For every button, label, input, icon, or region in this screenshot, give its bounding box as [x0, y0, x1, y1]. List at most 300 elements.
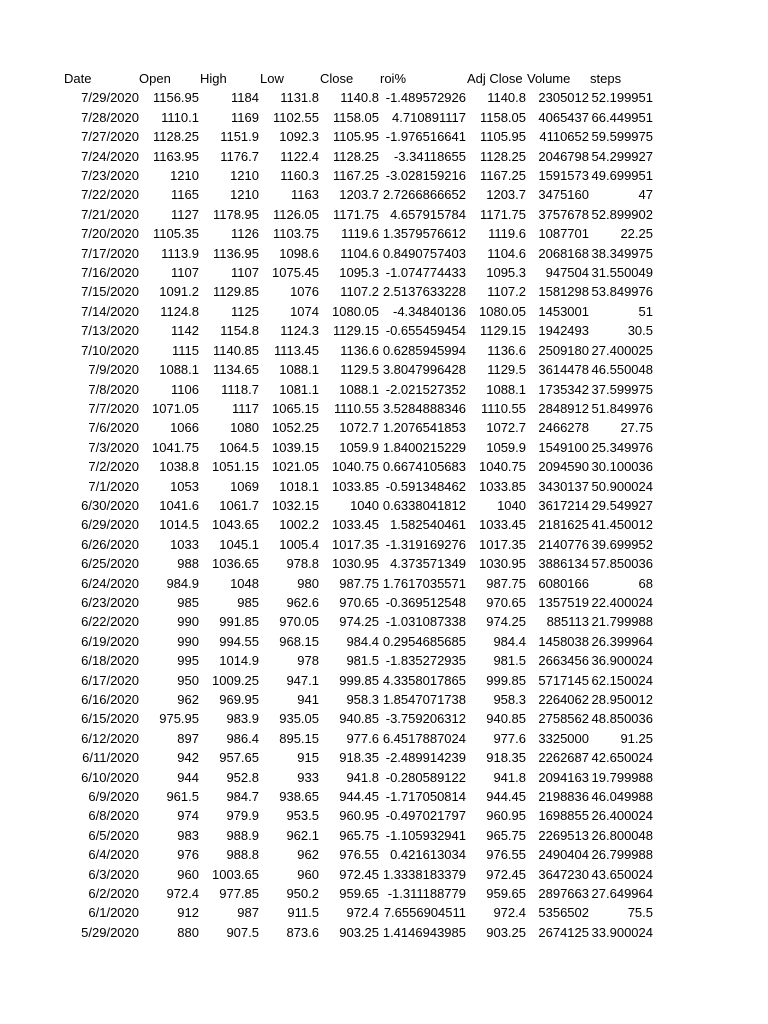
cell-high[interactable]: 969.95 — [219, 692, 259, 707]
cell-open[interactable]: 976 — [177, 847, 199, 863]
cell-date[interactable]: 6/10/2020 — [81, 769, 139, 785]
cell-adj-close[interactable]: 958.3 — [493, 692, 526, 707]
cell-adj-close[interactable]: 1167.25 — [479, 168, 526, 184]
cell-steps[interactable]: 43.650024 — [591, 866, 653, 882]
cell-high[interactable]: 1129.85 — [212, 284, 259, 300]
cell-date[interactable]: 7/10/2020 — [81, 342, 139, 358]
cell-roi[interactable]: -1.835272935 — [385, 653, 466, 669]
cell-date[interactable]: 6/5/2020 — [88, 827, 139, 843]
cell-volume[interactable]: 3325000 — [538, 730, 589, 746]
cell-open[interactable]: 1038.8 — [159, 459, 199, 475]
cell-date[interactable]: 6/1/2020 — [88, 905, 139, 921]
cell-roi[interactable]: -1.031087338 — [385, 614, 466, 630]
cell-open[interactable]: 1105.35 — [152, 226, 199, 242]
cell-high[interactable]: 1210 — [230, 187, 259, 203]
cell-date[interactable]: 6/24/2020 — [81, 575, 139, 591]
cell-steps[interactable]: 51.849976 — [591, 400, 653, 416]
cell-open[interactable]: 1113.9 — [161, 245, 199, 261]
cell-high[interactable]: 1117 — [232, 400, 259, 416]
cell-steps[interactable]: 39.699952 — [591, 536, 653, 552]
cell-adj-close[interactable]: 972.45 — [486, 866, 526, 882]
cell-roi[interactable]: 1.2076541853 — [382, 420, 466, 436]
cell-low[interactable]: 950.2 — [286, 886, 319, 902]
cell-volume[interactable]: 3430137 — [538, 478, 589, 494]
cell-steps[interactable]: 62.150024 — [591, 672, 653, 688]
cell-close[interactable]: 1129.5 — [340, 362, 379, 378]
cell-open[interactable]: 1142 — [171, 323, 199, 339]
cell-date[interactable]: 6/15/2020 — [81, 711, 139, 727]
cell-volume[interactable]: 5356502 — [538, 905, 589, 921]
cell-roi[interactable]: 4.710891117 — [392, 109, 466, 125]
cell-steps[interactable]: 47 — [638, 187, 653, 203]
cell-low[interactable]: 915 — [297, 750, 319, 766]
cell-volume[interactable]: 4065437 — [538, 109, 589, 125]
cell-low[interactable]: 1075.45 — [272, 265, 319, 281]
cell-steps[interactable]: 30.5 — [627, 323, 653, 339]
cell-date[interactable]: 7/9/2020 — [88, 362, 139, 378]
cell-date[interactable]: 7/29/2020 — [81, 90, 139, 106]
cell-open[interactable]: 988 — [177, 556, 199, 572]
cell-date[interactable]: 6/22/2020 — [81, 614, 139, 630]
cell-close[interactable]: 959.65 — [339, 886, 379, 902]
cell-low[interactable]: 962.6 — [286, 594, 319, 610]
cell-high[interactable]: 1051.15 — [212, 459, 259, 475]
cell-adj-close[interactable]: 1088.1 — [486, 381, 526, 397]
cell-date[interactable]: 7/17/2020 — [81, 245, 139, 261]
cell-low[interactable]: 1088.1 — [279, 362, 319, 378]
cell-steps[interactable]: 21.799988 — [591, 614, 653, 630]
cell-roi[interactable]: 1.3338183379 — [382, 866, 466, 882]
cell-low[interactable]: 978 — [297, 653, 319, 669]
cell-low[interactable]: 895.15 — [279, 730, 319, 746]
cell-low[interactable]: 933 — [297, 769, 319, 785]
cell-close[interactable]: 1140.8 — [340, 90, 379, 106]
cell-close[interactable]: 1107.2 — [340, 284, 379, 300]
cell-low[interactable]: 947.1 — [286, 672, 319, 688]
cell-date[interactable]: 6/26/2020 — [81, 536, 139, 552]
cell-volume[interactable]: 2490404 — [538, 847, 589, 863]
cell-open[interactable]: 1091.2 — [159, 284, 199, 300]
cell-low[interactable]: 1021.05 — [272, 459, 319, 475]
cell-open[interactable]: 880 — [177, 924, 199, 940]
cell-open[interactable]: 1041.75 — [152, 439, 199, 455]
cell-roi[interactable]: 4.3358017865 — [382, 672, 466, 688]
cell-adj-close[interactable]: 1171.75 — [479, 206, 526, 222]
cell-roi[interactable]: 1.7617035571 — [382, 575, 466, 591]
cell-date[interactable]: 7/24/2020 — [81, 148, 139, 164]
header-roi[interactable]: roi% — [380, 71, 407, 86]
cell-volume[interactable]: 1735342 — [538, 381, 589, 397]
header-date[interactable]: Date — [64, 71, 92, 86]
cell-steps[interactable]: 68 — [638, 575, 653, 591]
cell-open[interactable]: 950 — [177, 672, 199, 688]
cell-roi[interactable]: -4.34840136 — [392, 303, 466, 319]
cell-volume[interactable]: 2848912 — [538, 400, 589, 416]
cell-high[interactable]: 1069 — [230, 478, 259, 494]
cell-close[interactable]: 1059.9 — [339, 439, 379, 455]
cell-adj-close[interactable]: 1030.95 — [479, 556, 526, 572]
cell-steps[interactable]: 53.849976 — [591, 284, 653, 300]
cell-steps[interactable]: 31.550049 — [591, 265, 653, 281]
cell-roi[interactable]: 4.657915784 — [390, 206, 466, 222]
cell-low[interactable]: 1122.4 — [280, 148, 319, 164]
cell-steps[interactable]: 41.450012 — [591, 517, 653, 533]
cell-close[interactable]: 1088.1 — [339, 381, 379, 397]
cell-date[interactable]: 7/6/2020 — [88, 420, 139, 436]
cell-high[interactable]: 984.7 — [226, 789, 259, 805]
cell-adj-close[interactable]: 959.65 — [486, 886, 526, 902]
cell-low[interactable]: 1032.15 — [272, 497, 319, 513]
cell-low[interactable]: 1124.3 — [280, 323, 319, 339]
cell-high[interactable]: 1169 — [231, 109, 259, 125]
cell-open[interactable]: 985 — [177, 594, 199, 610]
cell-low[interactable]: 978.8 — [286, 556, 319, 572]
cell-date[interactable]: 6/3/2020 — [88, 866, 139, 882]
cell-volume[interactable]: 3757678 — [538, 206, 589, 222]
cell-low[interactable]: 1126.05 — [272, 206, 319, 222]
cell-roi[interactable]: 1.8547071738 — [382, 692, 466, 707]
cell-volume[interactable]: 2140776 — [538, 536, 589, 552]
cell-roi[interactable]: -0.655459454 — [385, 323, 466, 339]
cell-low[interactable]: 968.15 — [279, 633, 319, 649]
cell-open[interactable]: 1033 — [170, 536, 199, 552]
cell-high[interactable]: 977.85 — [219, 886, 259, 902]
cell-roi[interactable]: -3.34118655 — [393, 148, 466, 164]
cell-close[interactable]: 999.85 — [339, 672, 379, 688]
cell-roi[interactable]: -0.497021797 — [385, 808, 466, 824]
cell-roi[interactable]: -0.369512548 — [385, 594, 466, 610]
cell-low[interactable]: 1113.45 — [273, 342, 319, 358]
cell-volume[interactable]: 3647230 — [538, 866, 589, 882]
cell-date[interactable]: 7/21/2020 — [81, 206, 139, 222]
cell-high[interactable]: 1126 — [231, 226, 259, 242]
cell-low[interactable]: 980 — [297, 575, 319, 591]
cell-adj-close[interactable]: 999.85 — [486, 672, 526, 688]
cell-open[interactable]: 990 — [177, 614, 199, 630]
cell-date[interactable]: 7/8/2020 — [88, 381, 139, 397]
cell-roi[interactable]: 1.582540461 — [390, 517, 466, 533]
cell-low[interactable]: 873.6 — [286, 924, 319, 940]
cell-roi[interactable]: -0.280589122 — [385, 769, 466, 785]
cell-open[interactable]: 974 — [177, 808, 199, 824]
cell-close[interactable]: 1105.95 — [332, 129, 379, 145]
cell-adj-close[interactable]: 960.95 — [486, 808, 526, 824]
cell-adj-close[interactable]: 972.4 — [493, 905, 526, 921]
cell-open[interactable]: 897 — [177, 730, 199, 746]
cell-open[interactable]: 1066 — [170, 420, 199, 436]
cell-adj-close[interactable]: 1110.55 — [480, 400, 526, 416]
cell-open[interactable]: 1053 — [170, 478, 199, 494]
cell-date[interactable]: 6/16/2020 — [81, 692, 139, 707]
cell-volume[interactable]: 3475160 — [538, 187, 589, 203]
cell-open[interactable]: 995 — [177, 653, 199, 669]
cell-open[interactable]: 1115 — [172, 342, 199, 358]
header-adj-close[interactable]: Adj Close — [467, 71, 523, 86]
cell-low[interactable]: 911.5 — [287, 905, 319, 921]
cell-open[interactable]: 1163.95 — [152, 148, 199, 164]
cell-high[interactable]: 1061.7 — [219, 497, 259, 513]
cell-volume[interactable]: 2305012 — [538, 90, 589, 106]
cell-steps[interactable]: 46.550048 — [591, 362, 653, 378]
cell-volume[interactable]: 1698855 — [538, 808, 589, 824]
cell-steps[interactable]: 50.900024 — [591, 478, 653, 494]
cell-steps[interactable]: 28.950012 — [591, 692, 653, 707]
cell-low[interactable]: 962.1 — [286, 827, 319, 843]
cell-close[interactable]: 944.45 — [339, 789, 379, 805]
cell-close[interactable]: 1203.7 — [339, 187, 379, 203]
cell-roi[interactable]: -1.717050814 — [385, 789, 466, 805]
cell-steps[interactable]: 26.399964 — [591, 633, 653, 649]
cell-low[interactable]: 1098.6 — [279, 245, 319, 261]
cell-close[interactable]: 974.25 — [339, 614, 379, 630]
cell-close[interactable]: 976.55 — [339, 847, 379, 863]
cell-low[interactable]: 1160.3 — [280, 168, 319, 184]
cell-date[interactable]: 6/30/2020 — [81, 497, 139, 513]
cell-high[interactable]: 991.85 — [219, 614, 259, 630]
cell-close[interactable]: 1119.6 — [341, 226, 379, 242]
cell-high[interactable]: 983.9 — [226, 711, 259, 727]
cell-steps[interactable]: 27.400025 — [591, 342, 653, 358]
cell-close[interactable]: 903.25 — [339, 924, 379, 940]
cell-open[interactable]: 1156.95 — [152, 90, 199, 106]
cell-close[interactable]: 972.45 — [339, 866, 379, 882]
cell-date[interactable]: 5/29/2020 — [81, 924, 139, 940]
cell-volume[interactable]: 2269513 — [538, 827, 589, 843]
cell-high[interactable]: 988.8 — [226, 847, 259, 863]
cell-adj-close[interactable]: 1033.45 — [479, 517, 526, 533]
cell-close[interactable]: 1136.6 — [340, 342, 379, 358]
cell-adj-close[interactable]: 918.35 — [486, 750, 526, 766]
cell-high[interactable]: 994.55 — [219, 633, 259, 649]
header-close[interactable]: Close — [320, 71, 354, 86]
cell-close[interactable]: 984.4 — [346, 633, 379, 649]
cell-open[interactable]: 975.95 — [159, 711, 199, 727]
cell-high[interactable]: 1048 — [230, 575, 259, 591]
cell-close[interactable]: 965.75 — [339, 827, 379, 843]
cell-roi[interactable]: 1.8400215229 — [382, 439, 466, 455]
cell-close[interactable]: 1040 — [350, 497, 379, 513]
cell-open[interactable]: 960 — [177, 866, 199, 882]
cell-volume[interactable]: 2663456 — [538, 653, 589, 669]
cell-date[interactable]: 6/8/2020 — [88, 808, 139, 824]
cell-close[interactable]: 1158.05 — [332, 109, 379, 125]
cell-volume[interactable]: 2094163 — [538, 769, 589, 785]
header-open[interactable]: Open — [139, 71, 171, 86]
cell-roi[interactable]: -1.319169276 — [385, 536, 466, 552]
cell-volume[interactable]: 1453001 — [538, 303, 589, 319]
cell-close[interactable]: 960.95 — [339, 808, 379, 824]
cell-steps[interactable]: 33.900024 — [591, 924, 653, 940]
cell-date[interactable]: 7/16/2020 — [81, 265, 139, 281]
cell-high[interactable]: 952.8 — [226, 769, 259, 785]
cell-close[interactable]: 987.75 — [339, 575, 379, 591]
cell-steps[interactable]: 19.799988 — [591, 769, 653, 785]
cell-adj-close[interactable]: 1119.6 — [488, 226, 526, 242]
cell-volume[interactable]: 2262687 — [538, 750, 589, 766]
cell-adj-close[interactable]: 1136.6 — [487, 342, 526, 358]
cell-high[interactable]: 1134.65 — [212, 362, 259, 378]
header-volume[interactable]: Volume — [527, 71, 571, 86]
cell-volume[interactable]: 1458038 — [538, 633, 589, 649]
cell-volume[interactable]: 2758562 — [538, 711, 589, 727]
cell-high[interactable]: 1184 — [231, 90, 259, 106]
cell-steps[interactable]: 49.699951 — [591, 168, 653, 184]
cell-close[interactable]: 972.4 — [346, 905, 379, 921]
cell-low[interactable]: 1039.15 — [272, 439, 319, 455]
cell-adj-close[interactable]: 987.75 — [486, 575, 526, 591]
cell-close[interactable]: 1095.3 — [339, 265, 379, 281]
cell-open[interactable]: 1165 — [171, 187, 199, 203]
cell-steps[interactable]: 27.649964 — [591, 886, 653, 902]
cell-adj-close[interactable]: 981.5 — [493, 653, 526, 669]
cell-close[interactable]: 918.35 — [339, 750, 379, 766]
cell-roi[interactable]: 1.3579576612 — [382, 226, 466, 242]
cell-adj-close[interactable]: 1128.25 — [479, 148, 526, 164]
cell-volume[interactable]: 2509180 — [538, 342, 589, 358]
cell-steps[interactable]: 46.049988 — [591, 789, 653, 805]
cell-close[interactable]: 958.3 — [346, 692, 379, 707]
cell-volume[interactable]: 6080166 — [538, 575, 589, 591]
cell-adj-close[interactable]: 1033.85 — [479, 478, 526, 494]
cell-date[interactable]: 6/25/2020 — [81, 556, 139, 572]
cell-volume[interactable]: 1087701 — [538, 226, 589, 242]
cell-high[interactable]: 1009.25 — [212, 672, 259, 688]
cell-steps[interactable]: 37.599975 — [591, 381, 653, 397]
cell-steps[interactable]: 26.799988 — [591, 847, 653, 863]
cell-date[interactable]: 7/23/2020 — [81, 168, 139, 184]
cell-roi[interactable]: -1.311188779 — [387, 886, 466, 902]
cell-date[interactable]: 7/13/2020 — [81, 323, 139, 339]
cell-roi[interactable]: -3.759206312 — [385, 711, 466, 727]
cell-volume[interactable]: 2674125 — [538, 924, 589, 940]
cell-steps[interactable]: 59.599975 — [591, 129, 653, 145]
cell-low[interactable]: 1065.15 — [272, 400, 319, 416]
cell-volume[interactable]: 2466278 — [538, 420, 589, 436]
cell-date[interactable]: 7/27/2020 — [81, 129, 139, 145]
cell-open[interactable]: 1071.05 — [152, 400, 199, 416]
cell-low[interactable]: 970.05 — [279, 614, 319, 630]
cell-high[interactable]: 1064.5 — [219, 439, 259, 455]
cell-date[interactable]: 7/3/2020 — [88, 439, 139, 455]
cell-steps[interactable]: 27.75 — [620, 420, 653, 436]
cell-roi[interactable]: -3.028159216 — [385, 168, 466, 184]
cell-open[interactable]: 942 — [177, 750, 199, 766]
cell-volume[interactable]: 5717145 — [538, 672, 589, 688]
cell-roi[interactable]: 6.4517887024 — [382, 730, 466, 746]
cell-date[interactable]: 7/7/2020 — [88, 400, 139, 416]
cell-open[interactable]: 1128.25 — [152, 129, 199, 145]
cell-roi[interactable]: -0.591348462 — [385, 478, 466, 494]
cell-steps[interactable]: 75.5 — [627, 905, 653, 921]
cell-steps[interactable]: 54.299927 — [591, 148, 653, 164]
cell-volume[interactable]: 2068168 — [538, 245, 589, 261]
cell-roi[interactable]: 7.6556904511 — [383, 905, 466, 921]
cell-volume[interactable]: 3614478 — [538, 362, 589, 378]
cell-roi[interactable]: 4.373571349 — [390, 556, 466, 572]
cell-close[interactable]: 940.85 — [339, 711, 379, 727]
cell-close[interactable]: 981.5 — [346, 653, 379, 669]
cell-roi[interactable]: -1.105932941 — [385, 827, 466, 843]
cell-roi[interactable]: -2.489914239 — [385, 750, 466, 766]
cell-close[interactable]: 1104.6 — [340, 245, 379, 261]
cell-high[interactable]: 1154.8 — [220, 323, 259, 339]
cell-date[interactable]: 6/12/2020 — [81, 730, 139, 746]
cell-roi[interactable]: 0.6338041812 — [382, 497, 466, 513]
cell-close[interactable]: 1167.25 — [332, 168, 379, 184]
cell-close[interactable]: 970.65 — [339, 594, 379, 610]
cell-close[interactable]: 1033.45 — [332, 517, 379, 533]
header-low[interactable]: Low — [260, 71, 284, 86]
cell-volume[interactable]: 2094590 — [538, 459, 589, 475]
cell-close[interactable]: 941.8 — [346, 769, 379, 785]
cell-adj-close[interactable]: 1059.9 — [486, 439, 526, 455]
cell-high[interactable]: 988.9 — [226, 827, 259, 843]
cell-volume[interactable]: 947504 — [545, 265, 589, 281]
cell-adj-close[interactable]: 984.4 — [493, 633, 526, 649]
cell-high[interactable]: 1003.65 — [212, 866, 259, 882]
cell-date[interactable]: 6/18/2020 — [81, 653, 139, 669]
cell-adj-close[interactable]: 976.55 — [486, 847, 526, 863]
cell-high[interactable]: 1045.1 — [219, 536, 259, 552]
cell-roi[interactable]: 3.5284888346 — [382, 400, 466, 416]
cell-high[interactable]: 957.65 — [219, 750, 259, 766]
cell-close[interactable]: 1080.05 — [332, 303, 379, 319]
cell-roi[interactable]: -1.489572926 — [385, 90, 466, 106]
cell-date[interactable]: 7/2/2020 — [88, 459, 139, 475]
cell-high[interactable]: 1210 — [230, 168, 259, 184]
cell-adj-close[interactable]: 974.25 — [486, 614, 526, 630]
cell-steps[interactable]: 30.100036 — [591, 459, 653, 475]
cell-steps[interactable]: 66.449951 — [591, 109, 653, 125]
cell-date[interactable]: 6/19/2020 — [81, 633, 139, 649]
header-steps[interactable]: steps — [590, 71, 622, 86]
cell-adj-close[interactable]: 903.25 — [486, 924, 526, 940]
cell-roi[interactable]: 0.6285945994 — [382, 342, 466, 358]
cell-close[interactable]: 1040.75 — [332, 459, 379, 475]
cell-adj-close[interactable]: 1203.7 — [486, 187, 526, 203]
cell-date[interactable]: 7/20/2020 — [81, 226, 139, 242]
cell-open[interactable]: 1210 — [170, 168, 199, 184]
cell-roi[interactable]: -1.074774433 — [385, 265, 466, 281]
cell-low[interactable]: 1092.3 — [279, 129, 319, 145]
cell-close[interactable]: 1033.85 — [332, 478, 379, 494]
cell-volume[interactable]: 2046798 — [538, 148, 589, 164]
cell-date[interactable]: 7/14/2020 — [81, 303, 139, 319]
cell-roi[interactable]: 0.6674105683 — [382, 459, 466, 475]
cell-adj-close[interactable]: 1104.6 — [487, 245, 526, 261]
cell-adj-close[interactable]: 1140.8 — [487, 90, 526, 106]
cell-roi[interactable]: 1.4146943985 — [382, 924, 466, 940]
cell-date[interactable]: 6/9/2020 — [88, 789, 139, 805]
cell-steps[interactable]: 29.549927 — [591, 497, 653, 513]
cell-low[interactable]: 962 — [297, 847, 319, 863]
cell-high[interactable]: 1178.95 — [212, 206, 259, 222]
cell-close[interactable]: 1072.7 — [339, 420, 379, 436]
cell-low[interactable]: 1018.1 — [279, 478, 319, 494]
cell-high[interactable]: 1118.7 — [221, 381, 259, 397]
cell-volume[interactable]: 1549100 — [538, 439, 589, 455]
cell-open[interactable]: 972.4 — [166, 886, 199, 902]
cell-close[interactable]: 977.6 — [346, 730, 379, 746]
cell-high[interactable]: 1176.7 — [220, 148, 259, 164]
cell-adj-close[interactable]: 1080.05 — [479, 303, 526, 319]
cell-adj-close[interactable]: 1095.3 — [486, 265, 526, 281]
cell-volume[interactable]: 1591573 — [538, 168, 589, 184]
cell-steps[interactable]: 22.400024 — [591, 594, 653, 610]
cell-steps[interactable]: 26.400024 — [591, 808, 653, 824]
cell-open[interactable]: 983 — [177, 827, 199, 843]
cell-volume[interactable]: 2181625 — [538, 517, 589, 533]
